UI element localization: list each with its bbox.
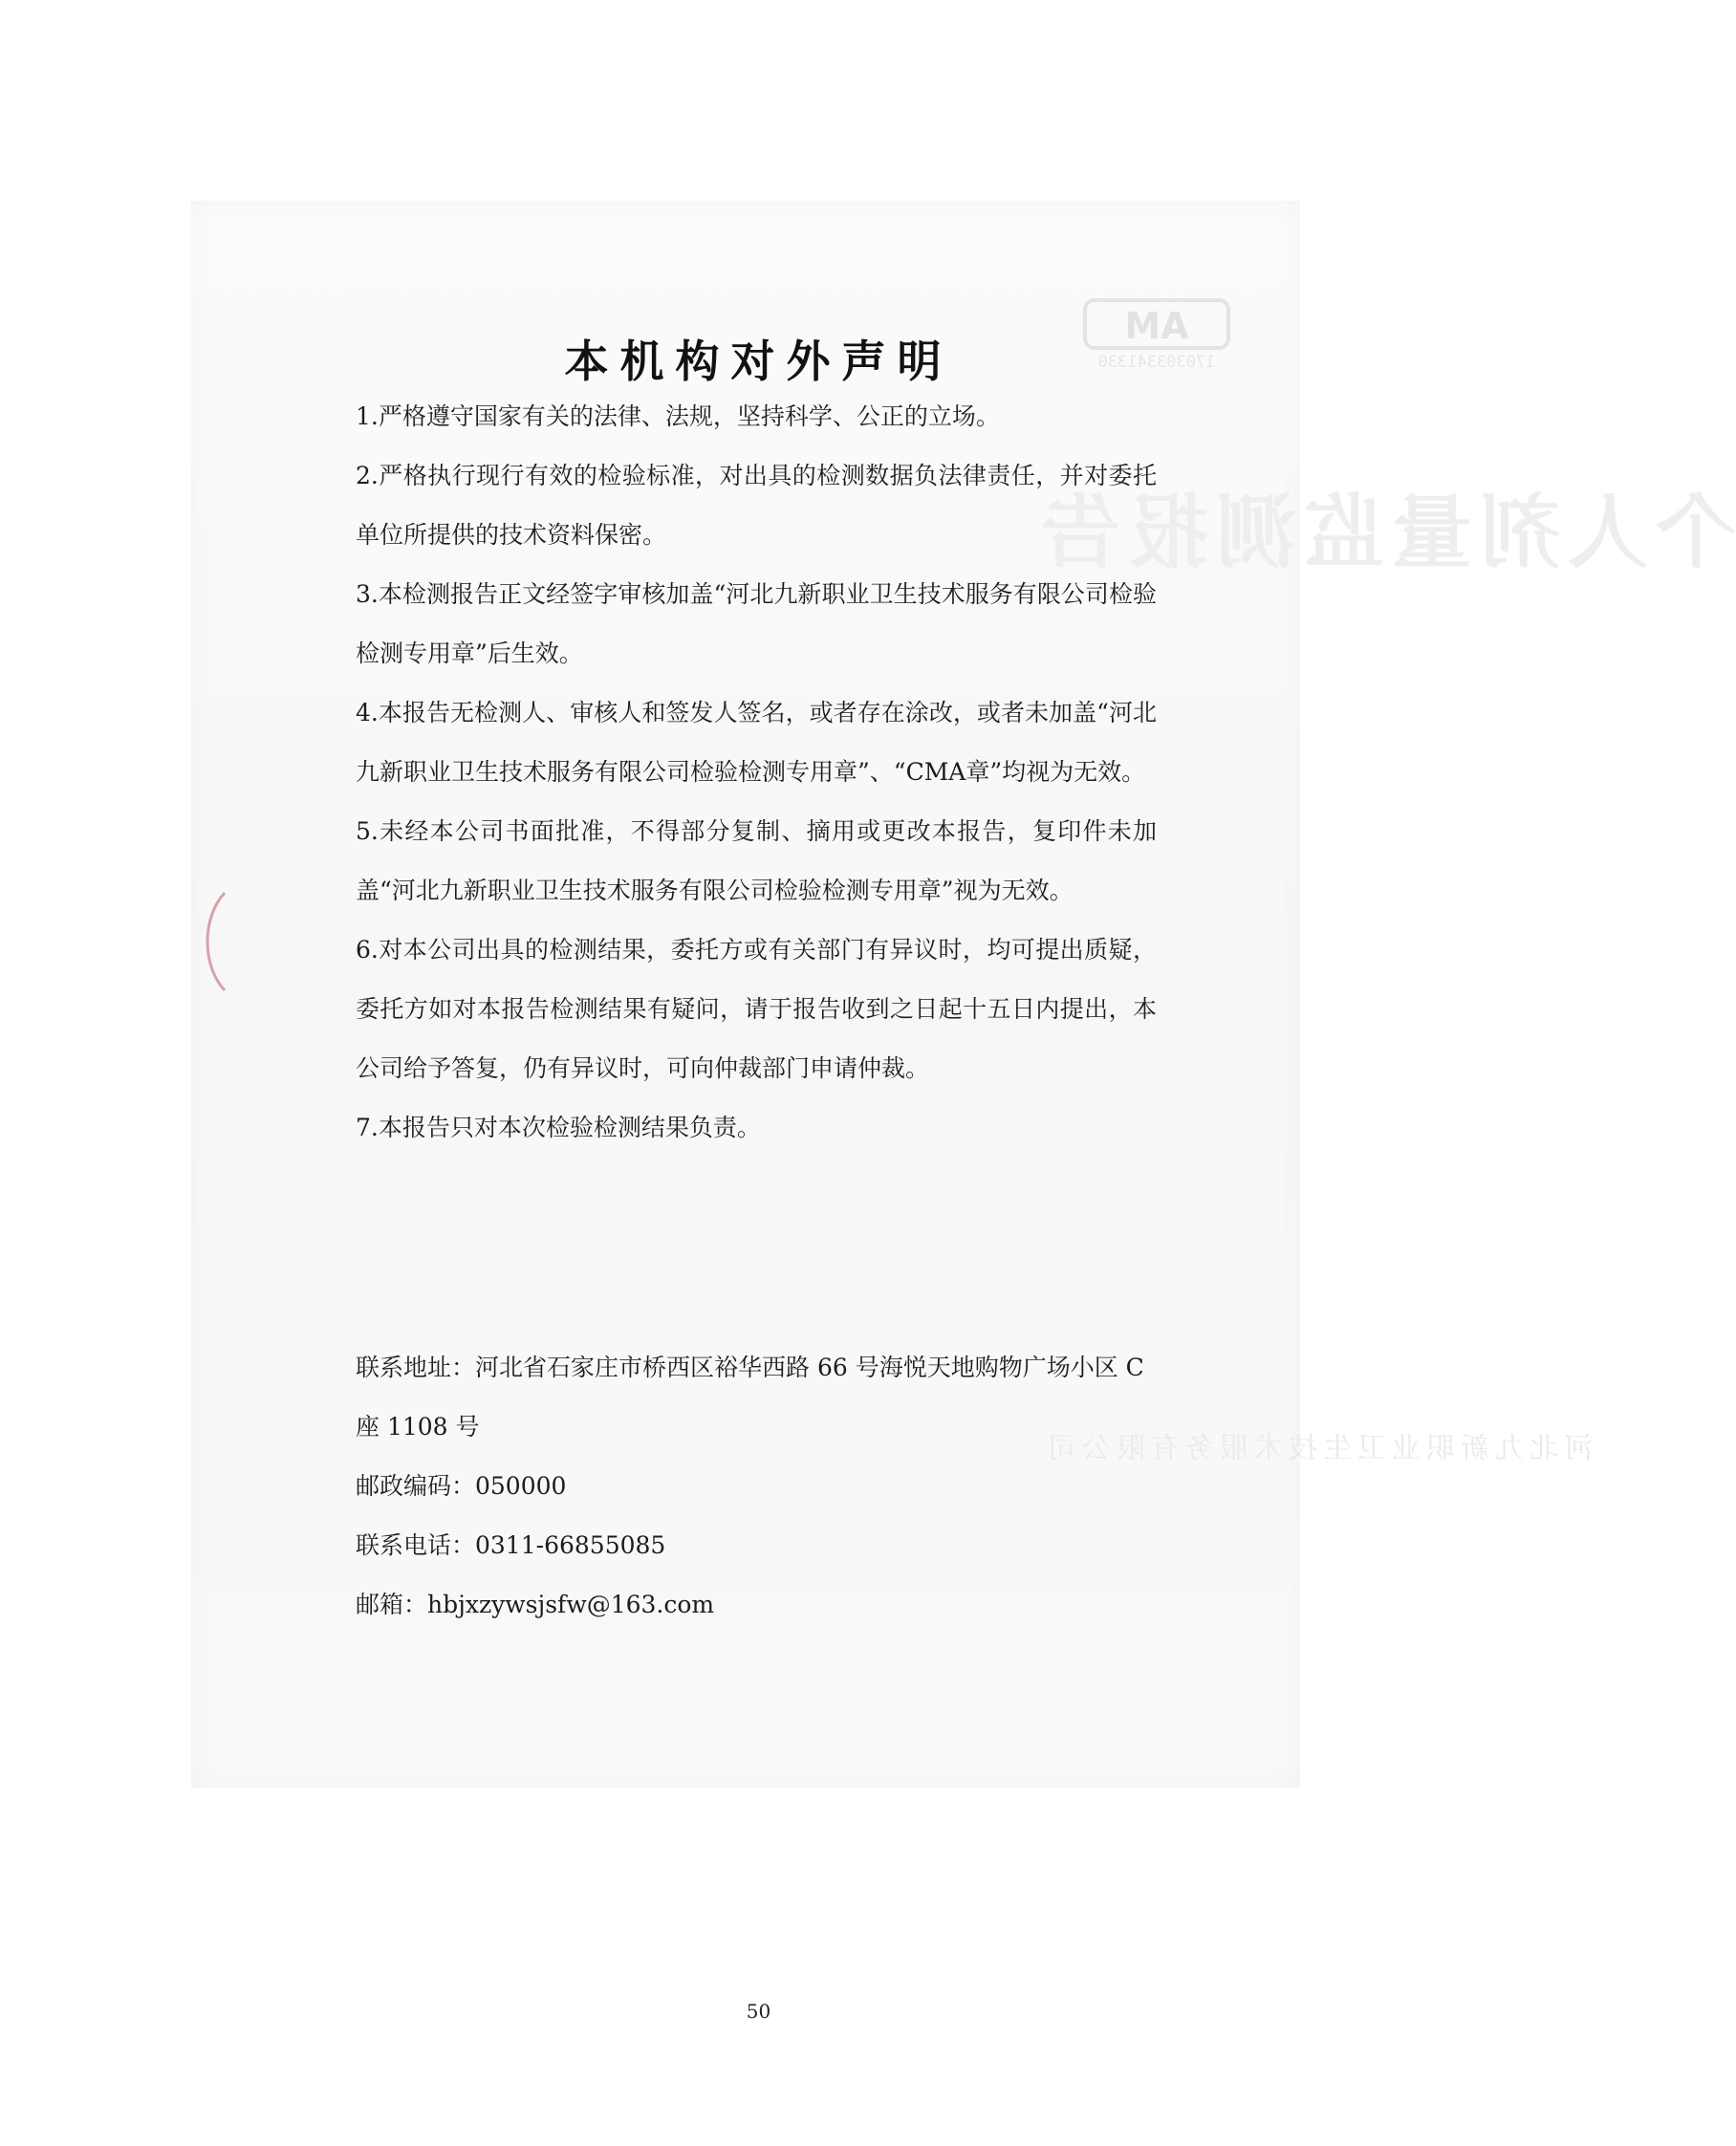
contact-postcode: 邮政编码：050000 xyxy=(356,1472,567,1500)
contact-phone: 联系电话：0311-66855085 xyxy=(356,1531,666,1559)
red-seal-edge xyxy=(196,889,234,994)
clause-3: 3.本检测报告正文经签字审核加盖“河北九新职业卫生技术服务有限公司检验检测专用章”后生效。 xyxy=(356,580,1157,667)
statement-clauses xyxy=(356,387,1157,1158)
page-number: 50 xyxy=(746,2000,771,2023)
clause-7: 7.本报告只对本次检验检测结果负责。 xyxy=(356,1114,761,1141)
clause-2: 2.严格执行现行有效的检验标准，对出具的检测数据负法律责任，并对委托单位所提供的技术资料保密。 xyxy=(356,462,1157,549)
clause-5: 5.未经本公司书面批准，不得部分复制、摘用或更改本报告，复印件未加盖“河北九新职业卫生技术服务有限公司检验检测专用章”视为无效。 xyxy=(356,817,1157,904)
page-title: 本机构对外声明 xyxy=(564,336,953,387)
svg-text:170303341330: 170303341330 xyxy=(1097,353,1216,372)
reverse-side-bleed-company: 河北九新职业卫生技术服务有限公司 xyxy=(1042,1432,1593,1465)
reverse-side-bleed-title: 个人剂量监测报告 xyxy=(1032,486,1736,579)
contact-address: 联系地址：河北省石家庄市桥西区裕华西路 66 号海悦天地购物广场小区 C 座 1108 号 xyxy=(356,1354,1144,1441)
clause-6: 6.对本公司出具的检测结果，委托方或有关部门有异议时，均可提出质疑，委托方如对本报告检测结果有疑问，请于报告收到之日起十五日内提出，本公司给予答复，仍有异议时，可向仲裁部门申请仲裁。 xyxy=(356,936,1157,1082)
svg-text:MA: MA xyxy=(1124,305,1189,347)
clause-1: 1.严格遵守国家有关的法律、法规，坚持科学、公正的立场。 xyxy=(356,402,1000,430)
contact-info xyxy=(356,1338,1157,1635)
contact-email: 邮箱：hbjxzywsjsfw@163.com xyxy=(356,1591,715,1618)
clause-4: 4.本报告无检测人、审核人和签发人签名，或者存在涂改，或者未加盖“河北九新职业卫生技术服务有限公司检验检测专用章”、“CMA章”均视为无效。 xyxy=(356,699,1157,786)
